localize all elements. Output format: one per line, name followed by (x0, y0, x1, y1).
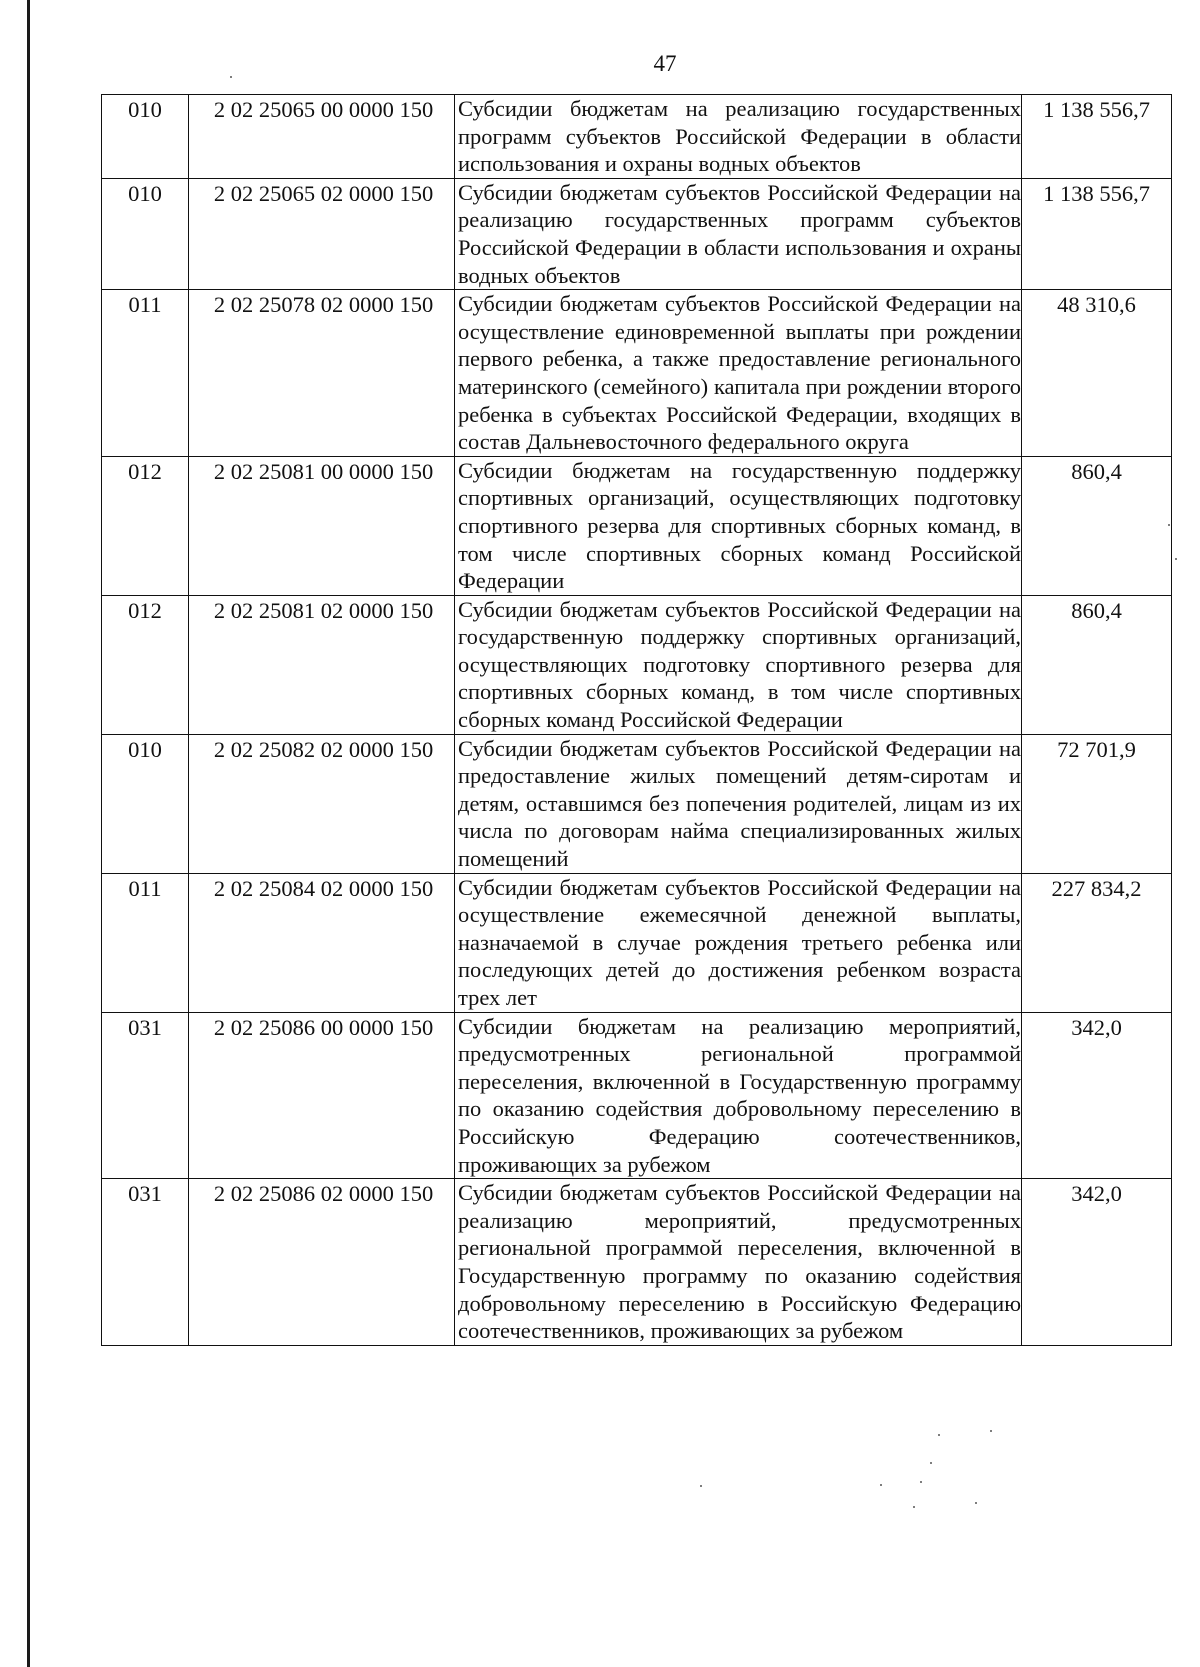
admin-code-cell (102, 178, 189, 289)
scan-speck (880, 1484, 882, 1486)
admin-code: 031 (128, 1181, 162, 1207)
income-name: Субсидии бюджетам субъектов Российской Федерации на предоставление жилых помещений детям-сиротам и детям, оставшимся без попечения родителей, лицам из их числа по договорам найма специализированных жилых помещений (458, 735, 1021, 872)
budget-code-cell (189, 595, 455, 734)
amount-cell (1022, 95, 1172, 179)
admin-code: 012 (128, 458, 162, 484)
budget-code: 2 02 25084 02 0000 150 (213, 875, 434, 901)
income-name: Субсидии бюджетам на реализацию государственных программ субъектов Российской Федерации в области использования и охраны водных объектов (458, 96, 1021, 177)
table-row (102, 95, 1172, 179)
budget-code-cell (189, 290, 455, 457)
income-name: Субсидии бюджетам на государственную поддержку спортивных организаций, осуществляющих подготовку спортивного резерва для спортивных сборных команд, в том числе спортивных сборных команд Российской Федерации (458, 457, 1021, 594)
amount: 342,0 (1071, 1014, 1122, 1040)
budget-code-cell (189, 1179, 455, 1346)
admin-code-cell (102, 873, 189, 1012)
budget-code-cell (189, 178, 455, 289)
amount-cell (1022, 1179, 1172, 1346)
amount: 48 310,6 (1057, 292, 1136, 318)
scan-speck (920, 1481, 922, 1483)
admin-code: 010 (128, 180, 162, 206)
budget-code: 2 02 25081 00 0000 150 (213, 458, 434, 484)
scan-speck (990, 1430, 992, 1432)
budget-code-cell (189, 734, 455, 873)
scan-speck (230, 76, 232, 78)
amount-cell (1022, 456, 1172, 595)
admin-code: 011 (128, 292, 162, 318)
income-name: Субсидии бюджетам субъектов Российской Федерации на осуществление ежемесячной денежной выплаты, назначаемой в случае рождения третьего ребенка или последующих детей до достижения ребенком возраста трех лет (458, 874, 1021, 1010)
admin-code-cell (102, 95, 189, 179)
table-row (102, 178, 1172, 289)
budget-code: 2 02 25086 02 0000 150 (213, 1181, 434, 1207)
budget-code: 2 02 25082 02 0000 150 (213, 736, 434, 762)
income-name-cell (455, 873, 1022, 1012)
admin-code-cell (102, 1179, 189, 1346)
amount-cell (1022, 734, 1172, 873)
income-name-cell (455, 1012, 1022, 1179)
amount-cell (1022, 873, 1172, 1012)
amount: 860,4 (1071, 597, 1122, 623)
scan-speck (930, 1462, 932, 1464)
income-name-cell (455, 595, 1022, 734)
table-row (102, 1179, 1172, 1346)
scan-left-edge (27, 0, 30, 1667)
income-name: Субсидии бюджетам субъектов Российской Федерации на реализацию государственных программ субъектов Российской Федерации в области использования и охраны водных объектов (458, 179, 1021, 288)
table-row (102, 595, 1172, 734)
table-row (102, 1012, 1172, 1179)
admin-code-cell (102, 1012, 189, 1179)
income-name-cell (455, 290, 1022, 457)
admin-code: 012 (128, 597, 162, 623)
income-name: Субсидии бюджетам на реализацию мероприятий, предусмотренных региональной программой переселения, включенной в Государственную программу по оказанию содействия добровольному переселению в Российскую Федерацию соотечественников, проживающих за рубежом (458, 1013, 1021, 1177)
budget-code: 2 02 25086 00 0000 150 (213, 1014, 434, 1040)
amount-cell (1022, 290, 1172, 457)
table-row (102, 456, 1172, 595)
admin-code-cell (102, 595, 189, 734)
income-name-cell (455, 1179, 1022, 1346)
income-name: Субсидии бюджетам субъектов Российской Федерации на реализацию мероприятий, предусмотренных региональной программой переселения, включенной в Государственную программу по оказанию содействия добровольному переселению в Российскую Федерацию соотечественников, проживающих за рубежом (458, 1180, 1021, 1344)
income-name: Субсидии бюджетам субъектов Российской Федерации на осуществление единовременной выплаты при рождении первого ребенка, а также предоставление регионального материнского (семейного) капитала при рождении второго ребенка в субъектах Российской Федерации, входящих в состав Дальневосточного федерального округа (458, 291, 1021, 455)
budget-code-cell (189, 456, 455, 595)
budget-code-cell (189, 873, 455, 1012)
admin-code: 010 (128, 97, 162, 122)
table-row (102, 734, 1172, 873)
amount-cell (1022, 595, 1172, 734)
admin-code: 010 (128, 736, 162, 762)
scan-speck (700, 1485, 702, 1487)
income-name-cell (455, 178, 1022, 289)
amount: 227 834,2 (1051, 875, 1142, 901)
income-name-cell (455, 456, 1022, 595)
amount-cell (1022, 1012, 1172, 1179)
scan-speck (1168, 524, 1170, 526)
page-number: 47 (653, 51, 677, 76)
admin-code-cell (102, 734, 189, 873)
amount: 1 138 556,7 (1043, 180, 1150, 206)
income-name-cell (455, 95, 1022, 179)
amount: 72 701,9 (1057, 736, 1136, 762)
income-name: Субсидии бюджетам субъектов Российской Федерации на государственную поддержку спортивных организаций, осуществляющих подготовку спортивного резерва для спортивных сборных команд, в том числе спортивных сборных команд Российской Федерации (458, 596, 1021, 733)
scan-speck (1175, 558, 1177, 560)
budget-code-cell (189, 1012, 455, 1179)
scan-speck (913, 1506, 915, 1508)
income-name-cell (455, 734, 1022, 873)
scan-speck (975, 1502, 977, 1504)
amount: 1 138 556,7 (1043, 97, 1150, 122)
amount-cell (1022, 178, 1172, 289)
amount: 342,0 (1071, 1181, 1122, 1207)
table-row (102, 290, 1172, 457)
budget-code-cell (189, 95, 455, 179)
admin-code-cell (102, 456, 189, 595)
budget-code: 2 02 25078 02 0000 150 (213, 292, 434, 318)
scan-speck (938, 1434, 940, 1436)
revenue-table (101, 94, 1172, 1346)
budget-code: 2 02 25081 02 0000 150 (213, 597, 434, 623)
budget-code: 2 02 25065 02 0000 150 (213, 180, 434, 206)
admin-code-cell (102, 290, 189, 457)
admin-code: 031 (128, 1014, 162, 1040)
budget-code: 2 02 25065 00 0000 150 (213, 97, 434, 122)
admin-code: 011 (128, 875, 162, 901)
amount: 860,4 (1071, 458, 1122, 484)
table-row (102, 873, 1172, 1012)
